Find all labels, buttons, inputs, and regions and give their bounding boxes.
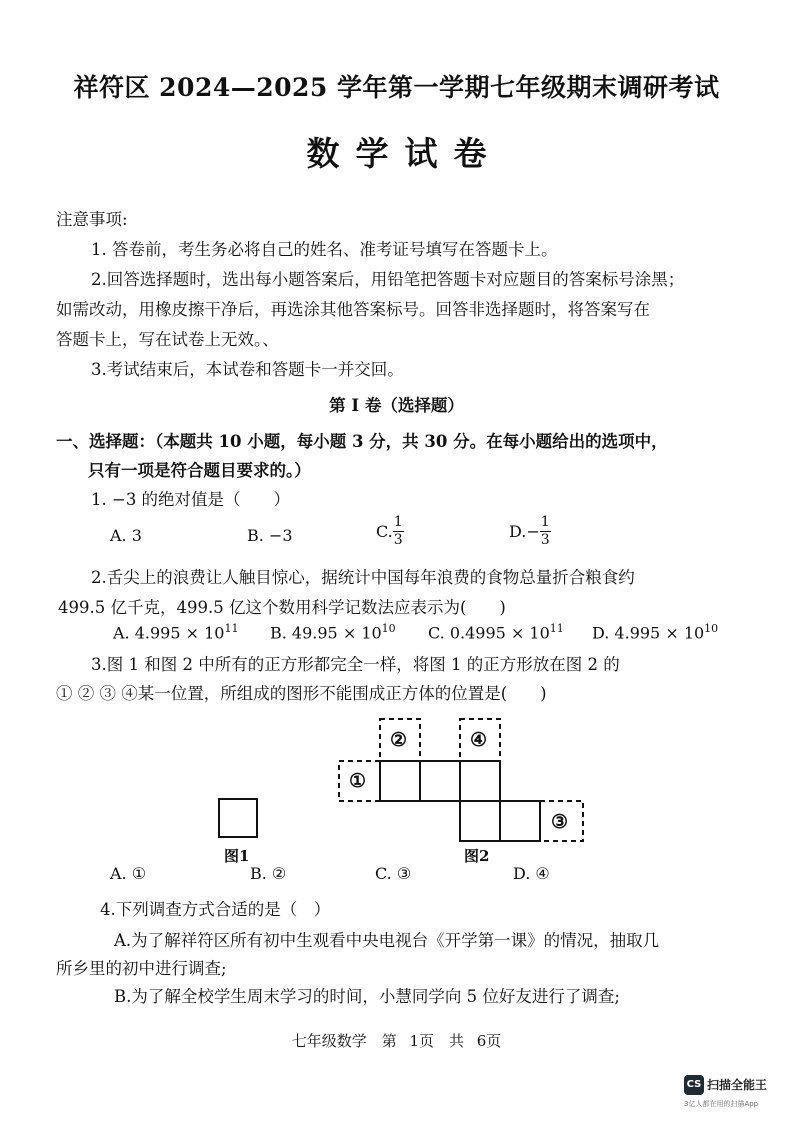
q1-option-c: C. $\frac{1}{3}$: [376, 514, 403, 548]
question-1-stem: 1. −3 的绝对值是（ ）: [91, 490, 291, 509]
part-title-line-2: 只有一项是符合题目要求的。）: [88, 461, 311, 480]
exam-subtitle: 数学试卷: [306, 134, 503, 173]
section-heading: 第 I 卷（选择题）: [329, 396, 464, 415]
q3-option-c: C. ③: [375, 864, 412, 883]
scanner-logo-icon: CS: [684, 1075, 704, 1095]
net-square: [500, 801, 540, 841]
note-item-3: 3.考试结束后，本试卷和答题卡一并交回。: [91, 360, 404, 379]
q2-option-c: C. $0.4995 \times 10^{11}$: [428, 622, 564, 643]
note-item-1: 1. 答卷前，考生务必将自己的姓名、准考证号填写在答题卡上。: [91, 240, 558, 259]
q2-option-a: A. $4.995 \times 10^{11}$: [113, 622, 239, 643]
q3-option-d: D. ④: [513, 864, 550, 883]
exam-title: 祥符区 2024—2025 学年第一学期七年级期末调研考试: [73, 73, 720, 102]
question-3-stem-line-1: 3.图 1 和图 2 中所有的正方形都完全一样，将图 1 的正方形放在图 2 的: [91, 655, 620, 674]
q4-option-a-line-2: 所乡里的初中进行调查;: [56, 959, 227, 978]
scanner-app-name: 扫描全能王: [707, 1078, 768, 1092]
fraction: $\frac{1}{3}$: [540, 514, 550, 548]
q2-option-d: D. $4.995 \times 10^{10}$: [592, 622, 719, 643]
page-footer: 七年级数学 第 1页 共 6页: [291, 1032, 502, 1050]
figure-1-square: [219, 799, 257, 837]
question-2-stem-line-1: 2.舌尖上的浪费让人触目惊心，据统计中国每年浪费的食物总量折合粮食约: [91, 568, 635, 587]
position-3-label: ③: [551, 811, 569, 833]
note-item-2-line-3: 答题卡上，写在试卷上无效。、: [56, 330, 279, 349]
position-1-label: ①: [349, 770, 367, 792]
notes-heading: 注意事项:: [56, 210, 128, 229]
q1-option-b: B. −3: [247, 526, 293, 545]
q3-option-a: A. ①: [110, 864, 147, 883]
question-4-stem: 4.下列调查方式合适的是（ ）: [100, 900, 331, 919]
position-4-label: ④: [470, 729, 488, 751]
net-square: [460, 761, 500, 801]
q1-option-a: A. 3: [110, 526, 142, 545]
q3-option-b: B. ②: [250, 864, 287, 883]
figure-2-label: 图2: [464, 847, 490, 865]
net-square: [380, 761, 420, 801]
net-square: [460, 801, 500, 841]
position-2-label: ②: [390, 729, 408, 751]
q2-option-b: B. $49.95 \times 10^{10}$: [270, 622, 396, 643]
note-item-2-line-1: 2.回答选择题时，选出每小题答案后，用铅笔把答题卡对应题目的答案标号涂黑；: [91, 270, 685, 289]
net-square: [420, 761, 460, 801]
q1-option-d: D.− $\frac{1}{3}$: [509, 514, 550, 548]
part-title-line-1: 一、选择题：（本题共 10 小题，每小题 3 分，共 30 分。在每小题给出的选项中，: [56, 432, 668, 451]
fraction: $\frac{1}{3}$: [393, 514, 403, 548]
question-2-stem-line-2: 499.5 亿千克，499.5 亿这个数用科学记数法应表示为( ): [58, 598, 506, 617]
note-item-2-line-2: 如需改动，用橡皮擦干净后，再选涂其他答案标号。回答非选择题时，将答案写在: [56, 300, 650, 319]
figure-1-label: 图1: [224, 847, 250, 865]
scanner-tagline: 3亿人都在用的扫描App: [684, 1100, 759, 1108]
q4-option-a-line-1: A.为了解祥符区所有初中生观看中央电视台《开学第一课》的情况，抽取几: [114, 931, 660, 950]
q4-option-b: B.为了解全校学生周末学习的时间，小慧同学向 5 位好友进行了调查;: [114, 987, 620, 1006]
question-3-stem-line-2: ① ② ③ ④某一位置，所组成的图形不能围成正方体的位置是( ): [56, 684, 547, 703]
scanner-watermark: [684, 1074, 767, 1095]
